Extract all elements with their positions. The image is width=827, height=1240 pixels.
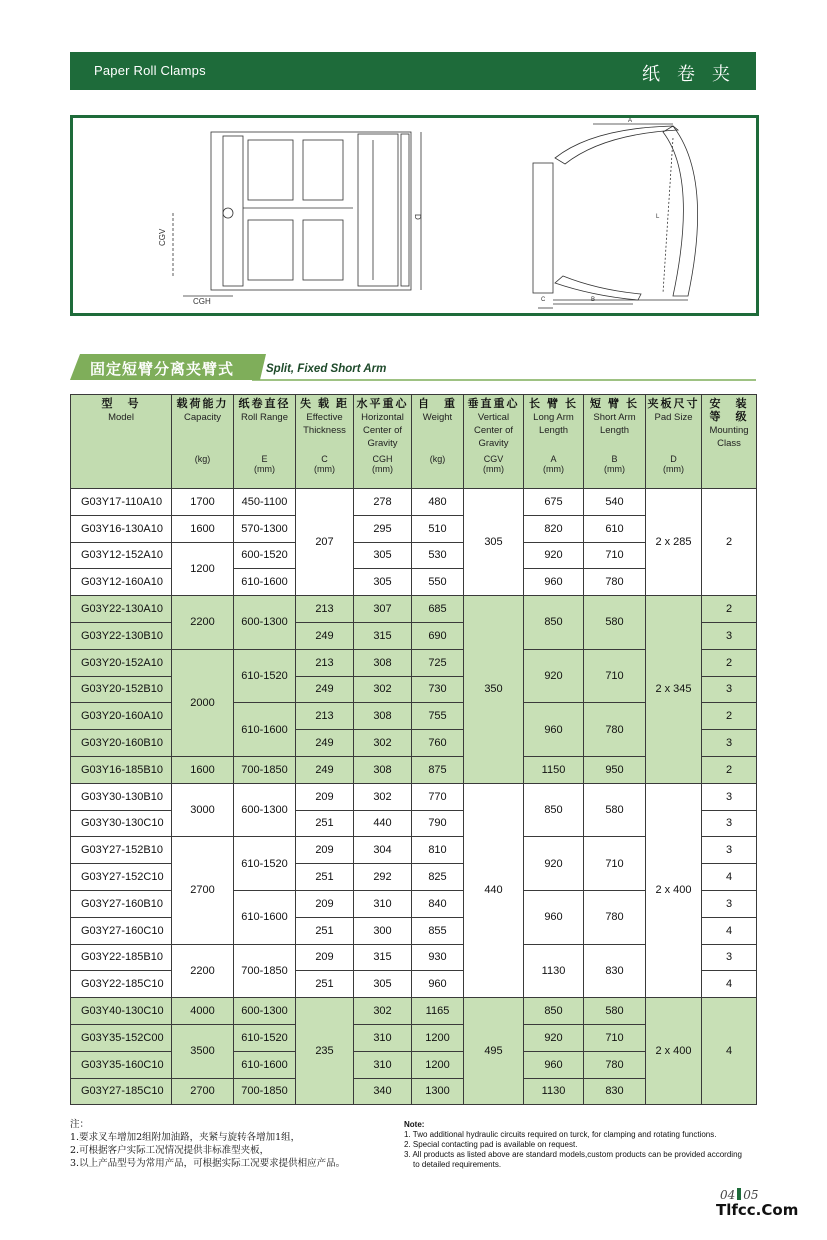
cell-b: 710 <box>584 649 646 703</box>
cell-weight: 960 <box>412 971 464 998</box>
cell-cgv: 440 <box>464 783 524 997</box>
cell-model: G03Y30-130B10 <box>71 783 172 810</box>
cell-c: 249 <box>296 730 354 757</box>
cell-c: 249 <box>296 756 354 783</box>
cell-mount: 3 <box>702 676 757 703</box>
page-separator <box>737 1188 741 1200</box>
notes-english <box>404 1120 764 1170</box>
cell-a: 960 <box>524 1051 584 1078</box>
cell-roll: 700-1850 <box>234 1078 296 1105</box>
a-label: A <box>628 118 633 124</box>
cell-roll: 610-1600 <box>234 569 296 596</box>
notes-en-item: 1. Two additional hydraulic circuits required on turck, for clamping and rotating functions. <box>404 1130 717 1139</box>
notes-chinese <box>70 1118 390 1170</box>
pivot-circle <box>223 208 233 218</box>
front-view <box>173 132 421 296</box>
cell-model: G03Y17-110A10 <box>71 489 172 516</box>
cell-model: G03Y30-130C10 <box>71 810 172 837</box>
header-unit: (mm) <box>483 464 504 474</box>
header-en: Weight <box>422 412 453 423</box>
cell-b: 830 <box>584 1078 646 1105</box>
cell-mount: 2 <box>702 703 757 730</box>
cell-cgh: 302 <box>354 783 412 810</box>
cell-a: 960 <box>524 703 584 757</box>
pad-plate <box>401 134 409 286</box>
cell-model: G03Y27-152C10 <box>71 864 172 891</box>
cell-mount: 3 <box>702 837 757 864</box>
cell-cgh: 307 <box>354 596 412 623</box>
spec-table <box>70 394 757 1105</box>
cell-cgh: 308 <box>354 703 412 730</box>
front-view-frame <box>211 132 411 290</box>
cell-weight: 690 <box>412 622 464 649</box>
cell-weight: 550 <box>412 569 464 596</box>
cell-model: G03Y16-185B10 <box>71 756 172 783</box>
drawing-svg <box>73 118 756 313</box>
header-en: Roll Range <box>241 412 288 423</box>
cell-weight: 730 <box>412 676 464 703</box>
page-header <box>70 52 756 90</box>
header-zh: 自 重 <box>418 398 457 410</box>
cell-capacity: 2200 <box>172 944 234 998</box>
cell-b: 780 <box>584 1051 646 1078</box>
cell-model: G03Y20-160A10 <box>71 703 172 730</box>
cell-capacity: 1600 <box>172 756 234 783</box>
section-banner <box>70 352 756 382</box>
cell-model: G03Y22-130B10 <box>71 622 172 649</box>
cell-a: 675 <box>524 489 584 516</box>
b-label: B <box>591 297 596 303</box>
cell-capacity: 2200 <box>172 596 234 650</box>
cell-c: 209 <box>296 890 354 917</box>
cell-b: 780 <box>584 703 646 757</box>
cell-model: G03Y35-160C10 <box>71 1051 172 1078</box>
header-zh: 载荷能力 <box>176 398 229 410</box>
header-title-zh: 纸 卷 夹 <box>641 64 736 84</box>
cell-weight: 1165 <box>412 998 464 1025</box>
upper-clamp-body <box>248 140 293 200</box>
column-header <box>172 395 234 489</box>
cell-a: 960 <box>524 569 584 596</box>
column-header <box>234 395 296 489</box>
lower-clamp-body <box>248 220 293 280</box>
cell-roll: 450-1100 <box>234 489 296 516</box>
table-row <box>71 998 757 1025</box>
cell-c: 213 <box>296 649 354 676</box>
cell-roll: 610-1520 <box>234 837 296 891</box>
cell-cgh: 302 <box>354 676 412 703</box>
cell-weight: 770 <box>412 783 464 810</box>
cell-roll: 600-1300 <box>234 998 296 1025</box>
header-zh: 型 号 <box>101 398 141 410</box>
header-en: Short Arm Length <box>593 412 636 436</box>
cell-mount: 2 <box>702 649 757 676</box>
cell-b: 780 <box>584 890 646 944</box>
column-header <box>524 395 584 489</box>
cell-pad: 2 x 285 <box>646 489 702 596</box>
page-number <box>720 1188 759 1202</box>
cell-weight: 725 <box>412 649 464 676</box>
cell-cgh: 292 <box>354 864 412 891</box>
cell-capacity: 1700 <box>172 489 234 516</box>
table-row <box>71 783 757 810</box>
cell-b: 710 <box>584 542 646 569</box>
column-header <box>71 395 172 489</box>
header-en: Vertical Center of Gravity <box>473 412 514 449</box>
cell-c: 209 <box>296 837 354 864</box>
column-header <box>584 395 646 489</box>
cell-mount: 4 <box>702 917 757 944</box>
cell-roll: 610-1520 <box>234 1024 296 1051</box>
cell-capacity: 2700 <box>172 837 234 944</box>
cell-model: G03Y20-152A10 <box>71 649 172 676</box>
cell-b: 580 <box>584 596 646 650</box>
cell-cgh: 300 <box>354 917 412 944</box>
cell-roll: 610-1600 <box>234 1051 296 1078</box>
cell-roll: 600-1520 <box>234 542 296 569</box>
cell-c: 209 <box>296 783 354 810</box>
notes-en-item: 2. Special contacting pad is available on request. <box>404 1140 578 1149</box>
cell-a: 1130 <box>524 1078 584 1105</box>
cell-mount: 3 <box>702 622 757 649</box>
cell-c: 209 <box>296 944 354 971</box>
header-code: E <box>261 454 268 464</box>
cell-model: G03Y27-152B10 <box>71 837 172 864</box>
cell-capacity: 3500 <box>172 1024 234 1078</box>
upper-cylinder <box>303 140 343 200</box>
cell-pad: 2 x 400 <box>646 998 702 1105</box>
cell-weight: 855 <box>412 917 464 944</box>
header-en: Capacity <box>184 412 221 423</box>
cell-cgv: 495 <box>464 998 524 1105</box>
cell-capacity: 1600 <box>172 515 234 542</box>
cell-weight: 840 <box>412 890 464 917</box>
cell-model: G03Y12-152A10 <box>71 542 172 569</box>
lower-cylinder <box>303 220 343 280</box>
column-header <box>354 395 412 489</box>
cell-weight: 510 <box>412 515 464 542</box>
cell-a: 920 <box>524 649 584 703</box>
column-header <box>412 395 464 489</box>
cell-roll: 570-1300 <box>234 515 296 542</box>
cell-model: G03Y27-185C10 <box>71 1078 172 1105</box>
header-unit: (mm) <box>314 464 335 474</box>
cell-cgh: 308 <box>354 756 412 783</box>
cell-a: 850 <box>524 783 584 837</box>
cell-model: G03Y27-160C10 <box>71 917 172 944</box>
cell-capacity: 1200 <box>172 542 234 596</box>
header-code: B <box>611 454 618 464</box>
cell-c: 251 <box>296 917 354 944</box>
header-unit: (mm) <box>663 464 684 474</box>
cell-roll: 700-1850 <box>234 944 296 998</box>
cell-a: 920 <box>524 542 584 569</box>
header-zh: 垂直重心 <box>467 398 520 410</box>
long-arm-top <box>555 126 678 164</box>
cell-cgh: 440 <box>354 810 412 837</box>
header-code: CGH <box>372 454 393 464</box>
cell-b: 610 <box>584 515 646 542</box>
cell-cgh: 278 <box>354 489 412 516</box>
cell-a: 1130 <box>524 944 584 998</box>
notes-en-item: 3. All products as listed above are standard models,custom products can be provided according <box>404 1150 742 1159</box>
cell-roll: 700-1850 <box>234 756 296 783</box>
column-header <box>296 395 354 489</box>
header-zh: 夹板尺寸 <box>647 398 700 410</box>
cell-cgh: 302 <box>354 730 412 757</box>
cell-c: 249 <box>296 676 354 703</box>
cell-a: 1150 <box>524 756 584 783</box>
cell-cgh: 304 <box>354 837 412 864</box>
column-header <box>464 395 524 489</box>
cell-c: 207 <box>296 489 354 596</box>
cell-model: G03Y27-160B10 <box>71 890 172 917</box>
header-code: C <box>321 454 328 464</box>
cell-weight: 930 <box>412 944 464 971</box>
cell-weight: 810 <box>412 837 464 864</box>
section-title-en: Split, Fixed Short Arm <box>266 363 387 375</box>
cell-pad: 2 x 400 <box>646 783 702 997</box>
cell-mount: 3 <box>702 810 757 837</box>
header-unit: (kg) <box>429 454 446 464</box>
cell-mount: 4 <box>702 971 757 998</box>
table-row <box>71 596 757 623</box>
cell-model: G03Y20-160B10 <box>71 730 172 757</box>
cell-pad: 2 x 345 <box>646 596 702 784</box>
cell-weight: 1300 <box>412 1078 464 1105</box>
page-right: 05 <box>743 1188 759 1202</box>
header-zh: 短 臂 长 <box>589 398 640 410</box>
table-body <box>71 489 757 1105</box>
cell-c: 251 <box>296 864 354 891</box>
l-label: L <box>656 214 660 220</box>
header-code: A <box>550 454 557 464</box>
side-view <box>533 124 698 308</box>
notes-zh-title: 注： <box>70 1119 90 1130</box>
cell-weight: 790 <box>412 810 464 837</box>
d-label: D <box>413 214 422 220</box>
cell-cgh: 308 <box>354 649 412 676</box>
cell-model: G03Y35-152C00 <box>71 1024 172 1051</box>
cell-mount: 3 <box>702 783 757 810</box>
cell-cgh: 340 <box>354 1078 412 1105</box>
cell-a: 960 <box>524 890 584 944</box>
cell-mount: 2 <box>702 596 757 623</box>
cell-weight: 760 <box>412 730 464 757</box>
cell-weight: 825 <box>412 864 464 891</box>
header-unit: (mm) <box>372 464 393 474</box>
header-unit: (kg) <box>194 454 211 464</box>
header-en: Long Arm Length <box>533 412 574 436</box>
header-zh: 失 载 距 <box>299 398 350 410</box>
cell-c: 213 <box>296 596 354 623</box>
cell-c: 235 <box>296 998 354 1105</box>
cell-a: 920 <box>524 837 584 891</box>
cell-b: 830 <box>584 944 646 998</box>
cell-model: G03Y22-130A10 <box>71 596 172 623</box>
cell-capacity: 2000 <box>172 649 234 756</box>
cell-roll: 610-1520 <box>234 649 296 703</box>
cell-cgh: 302 <box>354 998 412 1025</box>
cell-cgh: 310 <box>354 1024 412 1051</box>
cell-c: 213 <box>296 703 354 730</box>
cell-cgh: 310 <box>354 890 412 917</box>
cell-cgh: 295 <box>354 515 412 542</box>
cell-model: G03Y20-152B10 <box>71 676 172 703</box>
cell-a: 850 <box>524 998 584 1025</box>
cell-a: 850 <box>524 596 584 650</box>
cell-weight: 685 <box>412 596 464 623</box>
cell-b: 580 <box>584 783 646 837</box>
table-row <box>71 489 757 516</box>
cell-model: G03Y22-185B10 <box>71 944 172 971</box>
cell-b: 710 <box>584 1024 646 1051</box>
cell-a: 920 <box>524 1024 584 1051</box>
cell-cgh: 305 <box>354 971 412 998</box>
header-unit: (mm) <box>543 464 564 474</box>
cell-b: 580 <box>584 998 646 1025</box>
cell-cgv: 305 <box>464 489 524 596</box>
technical-drawing <box>70 115 759 316</box>
cell-weight: 1200 <box>412 1051 464 1078</box>
header-en: Horizontal Center of Gravity <box>361 412 404 449</box>
short-arm <box>555 276 641 300</box>
cell-mount: 3 <box>702 730 757 757</box>
header-zh: 纸卷直径 <box>238 398 291 410</box>
cell-mount: 3 <box>702 890 757 917</box>
cell-weight: 480 <box>412 489 464 516</box>
cell-capacity: 4000 <box>172 998 234 1025</box>
cell-b: 540 <box>584 489 646 516</box>
header-zh: 安 装 等 级 <box>709 398 749 423</box>
notes-zh-item: 3.以上产品型号为常用产品，可根据实际工况要求提供相应产品。 <box>70 1158 346 1169</box>
notes-zh-item: 2.可根据客户实际工况情况提供非标准型夹板， <box>70 1145 270 1156</box>
cell-mount: 4 <box>702 998 757 1105</box>
cell-roll: 600-1300 <box>234 596 296 650</box>
cell-cgh: 315 <box>354 622 412 649</box>
cell-c: 251 <box>296 810 354 837</box>
cell-capacity: 3000 <box>172 783 234 837</box>
cell-mount: 4 <box>702 864 757 891</box>
header-unit: (mm) <box>254 464 275 474</box>
cell-weight: 1200 <box>412 1024 464 1051</box>
cell-c: 251 <box>296 971 354 998</box>
cgv-label: CGV <box>158 228 167 246</box>
cell-capacity: 2700 <box>172 1078 234 1105</box>
c-label: C <box>541 297 546 303</box>
cell-mount: 2 <box>702 756 757 783</box>
l-dimension <box>663 138 673 293</box>
column-header <box>702 395 757 489</box>
section-title-zh: 固定短臂分离夹臂式 <box>90 361 235 378</box>
notes-en-item: to detailed requirements. <box>413 1160 502 1169</box>
cgh-label: CGH <box>193 297 211 306</box>
cell-a: 820 <box>524 515 584 542</box>
header-code: CGV <box>483 454 504 464</box>
cell-model: G03Y40-130C10 <box>71 998 172 1025</box>
cell-b: 950 <box>584 756 646 783</box>
cell-roll: 610-1600 <box>234 703 296 757</box>
page-left: 04 <box>720 1188 736 1202</box>
cell-b: 780 <box>584 569 646 596</box>
cell-model: G03Y12-160A10 <box>71 569 172 596</box>
header-zh: 水平重心 <box>356 398 409 410</box>
cell-mount: 3 <box>702 944 757 971</box>
header-en: Model <box>108 412 134 423</box>
header-code: D <box>670 454 677 464</box>
cell-mount: 2 <box>702 489 757 596</box>
arm-block <box>358 134 398 286</box>
cell-weight: 755 <box>412 703 464 730</box>
header-title-en: Paper Roll Clamps <box>94 63 206 78</box>
cell-c: 249 <box>296 622 354 649</box>
header-en: Mounting Class <box>709 425 749 449</box>
header-unit: (mm) <box>604 464 625 474</box>
cell-cgh: 305 <box>354 542 412 569</box>
cell-b: 710 <box>584 837 646 891</box>
header-zh: 长 臂 长 <box>528 398 579 410</box>
notes-zh-item: 1.要求叉车增加2组附加油路，夹紧与旋转各增加1组， <box>70 1132 301 1143</box>
cell-roll: 610-1600 <box>234 890 296 944</box>
column-header <box>646 395 702 489</box>
cell-weight: 530 <box>412 542 464 569</box>
cell-model: G03Y16-130A10 <box>71 515 172 542</box>
side-mast <box>533 163 553 293</box>
header-en: Pad Size <box>654 412 693 423</box>
cell-cgh: 310 <box>354 1051 412 1078</box>
cell-weight: 875 <box>412 756 464 783</box>
notes-en-title: Note: <box>404 1120 425 1129</box>
cell-roll: 600-1300 <box>234 783 296 837</box>
table-header <box>71 395 757 489</box>
cell-cgh: 315 <box>354 944 412 971</box>
header-en: Effective Thickness <box>303 412 346 436</box>
site-logo-text: Tlfcc.Com <box>716 1201 799 1219</box>
cell-cgv: 350 <box>464 596 524 784</box>
cell-cgh: 305 <box>354 569 412 596</box>
cell-model: G03Y22-185C10 <box>71 971 172 998</box>
